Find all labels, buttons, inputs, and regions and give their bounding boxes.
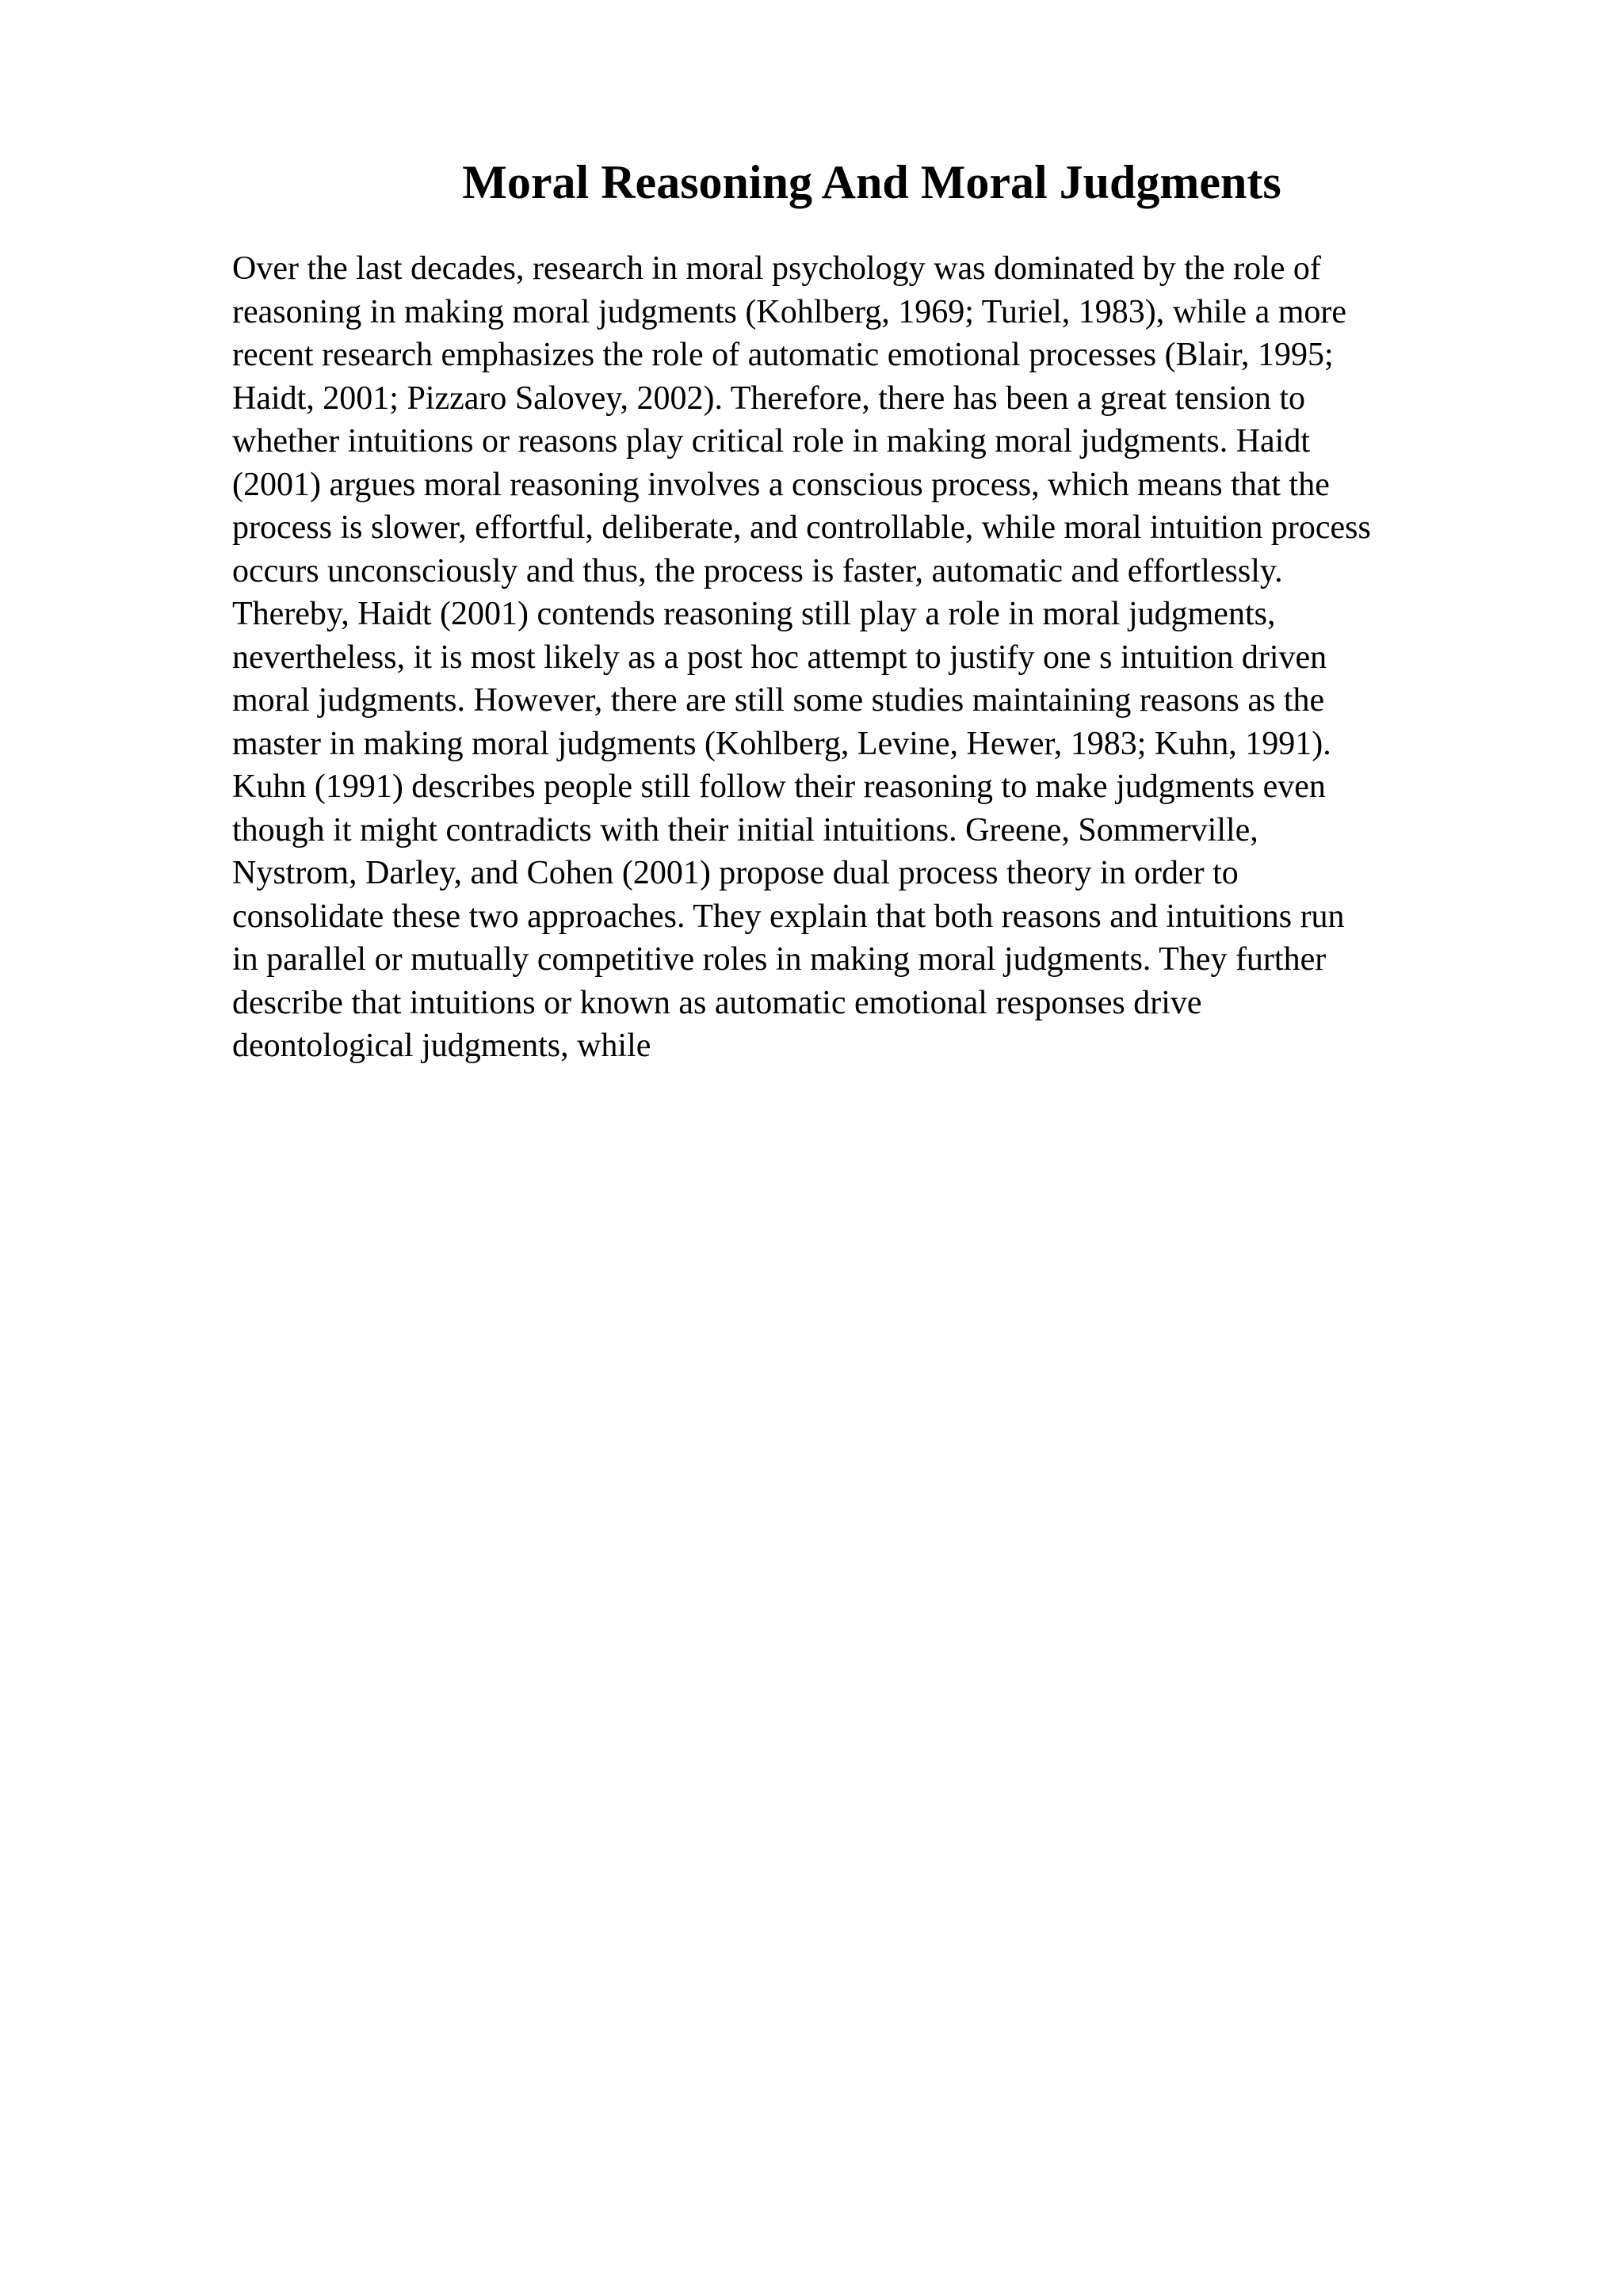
paragraph-line: describe that intuitions or known as automatic emotional responses drive — [232, 984, 1202, 1021]
paragraph-line: recent research emphasizes the role of automatic emotional processes (Blair, 1995; — [232, 337, 1334, 373]
body-paragraph — [232, 247, 1532, 1068]
paragraph-line: Haidt, 2001; Pizzaro Salovey, 2002). Therefore, there has been a great tension to — [232, 379, 1306, 417]
paragraph-line: process is slower, effortful, deliberate, and controllable, while moral intuition process — [232, 509, 1371, 546]
paragraph-line: reasoning in making moral judgments (Kohlberg, 1969; Turiel, 1983), while a more — [232, 293, 1347, 330]
paragraph-line: moral judgments. However, there are still some studies maintaining reasons as the — [232, 682, 1325, 719]
paragraph-line: occurs unconsciously and thus, the process is faster, automatic and effortlessly. — [232, 552, 1283, 589]
document-title: Moral Reasoning And Moral Judgments — [462, 156, 1281, 208]
paragraph-line: Over the last decades, research in moral psychology was dominated by the role of — [232, 250, 1321, 287]
paragraph-line: Kuhn (1991) describes people still follow their reasoning to make judgments even — [232, 769, 1326, 805]
paragraph-line: deontological judgments, while — [232, 1028, 651, 1064]
paragraph-line: nevertheless, it is most likely as a post hoc attempt to justify one s intuition driven — [232, 639, 1327, 676]
paragraph-line: though it might contradicts with their initial intuitions. Greene, Sommerville, — [232, 811, 1258, 849]
paragraph-line: Nystrom, Darley, and Cohen (2001) propose dual process theory in order to — [232, 855, 1239, 891]
paragraph-line: consolidate these two approaches. They explain that both reasons and intuitions run — [232, 898, 1345, 935]
paragraph-line: (2001) argues moral reasoning involves a conscious process, which means that the — [232, 466, 1330, 503]
paragraph-line: in parallel or mutually competitive roles in making moral judgments. They further — [232, 941, 1327, 978]
paragraph-line: master in making moral judgments (Kohlberg, Levine, Hewer, 1983; Kuhn, 1991). — [232, 725, 1331, 762]
paragraph-line: Thereby, Haidt (2001) contends reasoning still play a role in moral judgments, — [232, 596, 1276, 632]
paragraph-line: whether intuitions or reasons play critical role in making moral judgments. Haidt — [232, 423, 1311, 460]
